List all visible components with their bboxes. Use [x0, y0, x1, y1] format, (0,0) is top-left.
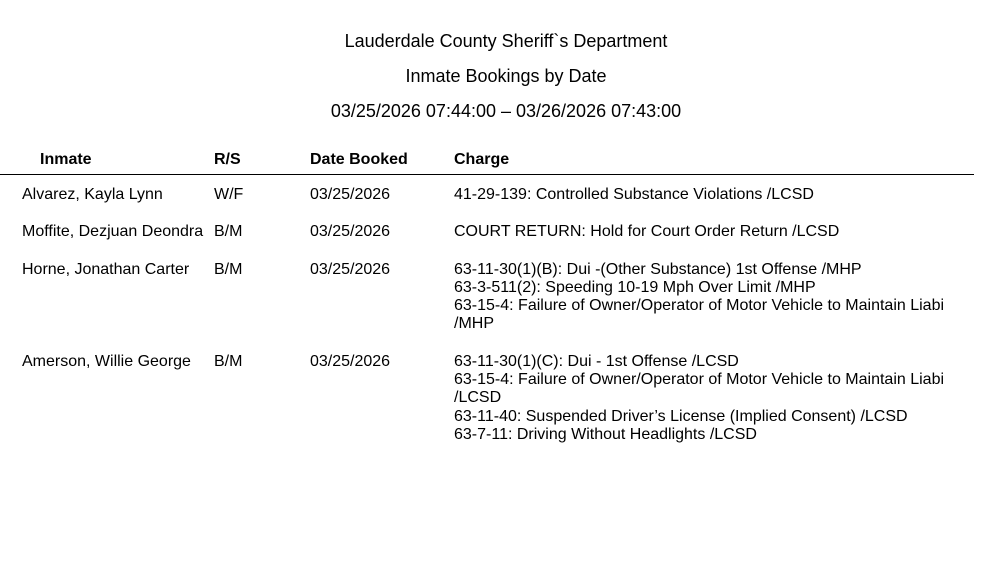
charge-item: 63-15-4: Failure of Owner/Operator of Motor Vehicle to Maintain Liabi /LCSD	[454, 371, 945, 407]
charge-item: 63-15-4: Failure of Owner/Operator of Motor Vehicle to Maintain Liabi /MHP	[454, 297, 945, 333]
inmate-name: Amerson, Willie George	[22, 352, 191, 370]
race-sex: B/M	[214, 352, 243, 370]
race-sex: B/M	[214, 260, 243, 278]
charge-item: 63-3-511(2): Speeding 10-19 Mph Over Limit /MHP	[454, 278, 816, 296]
bookings-table	[0, 186, 993, 463]
column-header-rs: R/S	[214, 151, 241, 168]
charge-list	[454, 353, 974, 444]
charge-item: COURT RETURN: Hold for Court Order Return /LCSD	[454, 223, 840, 241]
inmate-name: Moffite, Dezjuan Deondra	[22, 223, 204, 241]
date-booked: 03/25/2026	[310, 223, 391, 241]
booking-row	[0, 261, 993, 334]
column-headers	[0, 150, 993, 174]
inmate-name: Horne, Jonathan Carter	[22, 260, 190, 278]
booking-row	[0, 186, 993, 204]
race-sex: B/M	[214, 223, 243, 241]
charge-item: 41-29-139: Controlled Substance Violations /LCSD	[454, 186, 814, 203]
agency-name: Lauderdale County Sheriff`s Department	[344, 31, 668, 51]
charge-item: 63-11-40: Suspended Driver’s License (Implied Consent) /LCSD	[454, 407, 908, 425]
booking-row	[0, 223, 993, 241]
charge-item: 63-11-30(1)(B): Dui -(Other Substance) 1st Offense /MHP	[454, 260, 862, 278]
charge-list	[454, 223, 974, 241]
column-header-inmate: Inmate	[40, 151, 92, 168]
inmate-name: Alvarez, Kayla Lynn	[22, 186, 163, 203]
report-date-range: 03/25/2026 07:44:00 – 03/26/2026 07:43:00	[330, 101, 682, 121]
race-sex: W/F	[214, 186, 244, 203]
column-header-date-booked: Date Booked	[310, 151, 408, 168]
header-divider	[0, 174, 974, 175]
report-title: Inmate Bookings by Date	[405, 66, 607, 86]
date-booked: 03/25/2026	[310, 352, 391, 370]
booking-row	[0, 353, 993, 444]
date-booked: 03/25/2026	[310, 186, 391, 203]
charge-list	[454, 261, 974, 334]
charge-item: 63-11-30(1)(C): Dui - 1st Offense /LCSD	[454, 352, 739, 370]
charge-list	[454, 186, 974, 204]
charge-item: 63-7-11: Driving Without Headlights /LCSD	[454, 425, 757, 443]
column-header-charge: Charge	[454, 151, 510, 168]
date-booked: 03/25/2026	[310, 260, 391, 278]
report-header	[0, 24, 993, 129]
